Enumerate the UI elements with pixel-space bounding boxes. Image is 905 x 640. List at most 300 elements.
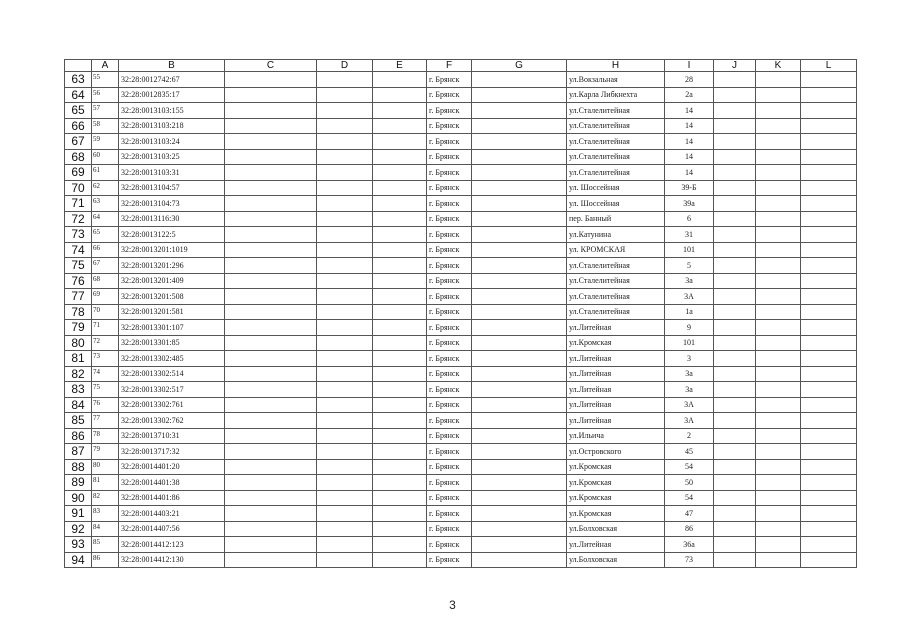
cell-c[interactable] [225, 134, 317, 150]
cell-c[interactable] [225, 320, 317, 336]
cell-d[interactable] [317, 521, 373, 537]
row-number[interactable]: 66 [65, 118, 92, 134]
cell-e[interactable] [373, 304, 427, 320]
cell-h[interactable]: пер. Банный [567, 211, 665, 227]
row-number[interactable]: 91 [65, 506, 92, 522]
cell-d[interactable] [317, 258, 373, 274]
cell-k[interactable] [756, 273, 801, 289]
cell-k[interactable] [756, 180, 801, 196]
cell-i[interactable]: 36а [665, 537, 714, 553]
cell-k[interactable] [756, 397, 801, 413]
cell-l[interactable] [801, 134, 857, 150]
cell-k[interactable] [756, 506, 801, 522]
cell-h[interactable]: ул.Сталелитейная [567, 165, 665, 181]
cell-e[interactable] [373, 413, 427, 429]
cell-l[interactable] [801, 149, 857, 165]
cell-b[interactable]: 32:28:0014401:38 [119, 475, 225, 491]
cell-f[interactable]: г. Брянск [427, 118, 472, 134]
row-number[interactable]: 70 [65, 180, 92, 196]
row-number[interactable]: 65 [65, 103, 92, 119]
cell-c[interactable] [225, 118, 317, 134]
cell-b[interactable]: 32:28:0012835:17 [119, 87, 225, 103]
cell-j[interactable] [714, 444, 756, 460]
cell-k[interactable] [756, 196, 801, 212]
cell-c[interactable] [225, 180, 317, 196]
cell-l[interactable] [801, 118, 857, 134]
row-number[interactable]: 85 [65, 413, 92, 429]
cell-l[interactable] [801, 72, 857, 88]
cell-h[interactable]: ул.Литейная [567, 366, 665, 382]
cell-a[interactable]: 70 [92, 304, 119, 320]
row-number[interactable]: 90 [65, 490, 92, 506]
cell-a[interactable]: 66 [92, 242, 119, 258]
cell-f[interactable]: г. Брянск [427, 289, 472, 305]
cell-k[interactable] [756, 211, 801, 227]
cell-h[interactable]: ул.Кромская [567, 459, 665, 475]
cell-f[interactable]: г. Брянск [427, 165, 472, 181]
row-number[interactable]: 77 [65, 289, 92, 305]
cell-g[interactable] [472, 444, 567, 460]
cell-b[interactable]: 32:28:0013122:5 [119, 227, 225, 243]
cell-h[interactable]: ул.Болховская [567, 552, 665, 568]
cell-g[interactable] [472, 180, 567, 196]
cell-f[interactable]: г. Брянск [427, 320, 472, 336]
cell-l[interactable] [801, 521, 857, 537]
cell-e[interactable] [373, 273, 427, 289]
cell-a[interactable]: 78 [92, 428, 119, 444]
cell-g[interactable] [472, 552, 567, 568]
cell-c[interactable] [225, 289, 317, 305]
cell-h[interactable]: ул.Ильича [567, 428, 665, 444]
cell-d[interactable] [317, 552, 373, 568]
cell-h[interactable]: ул. КРОМСКАЯ [567, 242, 665, 258]
cell-a[interactable]: 84 [92, 521, 119, 537]
row-number[interactable]: 84 [65, 397, 92, 413]
cell-b[interactable]: 32:28:0014401:20 [119, 459, 225, 475]
cell-b[interactable]: 32:28:0014401:86 [119, 490, 225, 506]
cell-j[interactable] [714, 521, 756, 537]
cell-a[interactable]: 65 [92, 227, 119, 243]
cell-j[interactable] [714, 475, 756, 491]
cell-l[interactable] [801, 304, 857, 320]
cell-j[interactable] [714, 87, 756, 103]
cell-g[interactable] [472, 490, 567, 506]
cell-c[interactable] [225, 196, 317, 212]
cell-g[interactable] [472, 258, 567, 274]
cell-c[interactable] [225, 382, 317, 398]
cell-a[interactable]: 68 [92, 273, 119, 289]
cell-d[interactable] [317, 289, 373, 305]
cell-f[interactable]: г. Брянск [427, 475, 472, 491]
cell-a[interactable]: 71 [92, 320, 119, 336]
cell-f[interactable]: г. Брянск [427, 521, 472, 537]
cell-f[interactable]: г. Брянск [427, 428, 472, 444]
cell-h[interactable]: ул.Карла Либкнехта [567, 87, 665, 103]
cell-a[interactable]: 86 [92, 552, 119, 568]
cell-d[interactable] [317, 506, 373, 522]
cell-i[interactable]: 3а [665, 273, 714, 289]
cell-l[interactable] [801, 428, 857, 444]
cell-a[interactable]: 61 [92, 165, 119, 181]
cell-h[interactable]: ул.Литейная [567, 413, 665, 429]
cell-a[interactable]: 81 [92, 475, 119, 491]
row-number[interactable]: 81 [65, 351, 92, 367]
cell-g[interactable] [472, 196, 567, 212]
cell-c[interactable] [225, 459, 317, 475]
cell-e[interactable] [373, 506, 427, 522]
cell-k[interactable] [756, 428, 801, 444]
cell-h[interactable]: ул.Кромская [567, 506, 665, 522]
cell-e[interactable] [373, 397, 427, 413]
cell-e[interactable] [373, 320, 427, 336]
cell-a[interactable]: 85 [92, 537, 119, 553]
cell-a[interactable]: 57 [92, 103, 119, 119]
row-number[interactable]: 72 [65, 211, 92, 227]
cell-f[interactable]: г. Брянск [427, 304, 472, 320]
cell-b[interactable]: 32:28:0013201:1019 [119, 242, 225, 258]
cell-k[interactable] [756, 335, 801, 351]
cell-i[interactable]: 73 [665, 552, 714, 568]
cell-b[interactable]: 32:28:0013301:107 [119, 320, 225, 336]
cell-e[interactable] [373, 335, 427, 351]
cell-b[interactable]: 32:28:0013717:32 [119, 444, 225, 460]
cell-j[interactable] [714, 134, 756, 150]
cell-d[interactable] [317, 180, 373, 196]
cell-d[interactable] [317, 72, 373, 88]
cell-f[interactable]: г. Брянск [427, 506, 472, 522]
cell-e[interactable] [373, 72, 427, 88]
cell-j[interactable] [714, 103, 756, 119]
row-number[interactable]: 71 [65, 196, 92, 212]
cell-g[interactable] [472, 537, 567, 553]
cell-e[interactable] [373, 490, 427, 506]
cell-d[interactable] [317, 351, 373, 367]
cell-j[interactable] [714, 258, 756, 274]
cell-c[interactable] [225, 351, 317, 367]
cell-b[interactable]: 32:28:0013103:155 [119, 103, 225, 119]
cell-b[interactable]: 32:28:0013104:57 [119, 180, 225, 196]
cell-k[interactable] [756, 521, 801, 537]
row-number[interactable]: 75 [65, 258, 92, 274]
column-header-c[interactable]: C [225, 60, 317, 72]
cell-g[interactable] [472, 72, 567, 88]
cell-e[interactable] [373, 134, 427, 150]
cell-a[interactable]: 64 [92, 211, 119, 227]
cell-c[interactable] [225, 87, 317, 103]
cell-h[interactable]: ул.Литейная [567, 382, 665, 398]
cell-k[interactable] [756, 258, 801, 274]
cell-l[interactable] [801, 196, 857, 212]
column-header-f[interactable]: F [427, 60, 472, 72]
cell-j[interactable] [714, 537, 756, 553]
cell-l[interactable] [801, 227, 857, 243]
row-number[interactable]: 69 [65, 165, 92, 181]
cell-k[interactable] [756, 149, 801, 165]
cell-i[interactable]: 86 [665, 521, 714, 537]
cell-k[interactable] [756, 444, 801, 460]
cell-k[interactable] [756, 320, 801, 336]
cell-l[interactable] [801, 180, 857, 196]
cell-j[interactable] [714, 289, 756, 305]
row-number[interactable]: 76 [65, 273, 92, 289]
cell-f[interactable]: г. Брянск [427, 537, 472, 553]
cell-i[interactable]: 3а [665, 382, 714, 398]
column-header-j[interactable]: J [714, 60, 756, 72]
row-number[interactable]: 73 [65, 227, 92, 243]
cell-i[interactable]: 45 [665, 444, 714, 460]
cell-j[interactable] [714, 320, 756, 336]
cell-f[interactable]: г. Брянск [427, 72, 472, 88]
row-number[interactable]: 88 [65, 459, 92, 475]
cell-f[interactable]: г. Брянск [427, 444, 472, 460]
cell-h[interactable]: ул.Островского [567, 444, 665, 460]
row-number[interactable]: 89 [65, 475, 92, 491]
cell-j[interactable] [714, 273, 756, 289]
cell-i[interactable]: 14 [665, 118, 714, 134]
cell-c[interactable] [225, 506, 317, 522]
cell-l[interactable] [801, 382, 857, 398]
cell-a[interactable]: 62 [92, 180, 119, 196]
cell-i[interactable]: 2 [665, 428, 714, 444]
cell-k[interactable] [756, 165, 801, 181]
cell-g[interactable] [472, 506, 567, 522]
cell-j[interactable] [714, 242, 756, 258]
cell-e[interactable] [373, 103, 427, 119]
cell-i[interactable]: 2а [665, 87, 714, 103]
cell-f[interactable]: г. Брянск [427, 366, 472, 382]
cell-b[interactable]: 32:28:0013103:31 [119, 165, 225, 181]
row-number[interactable]: 94 [65, 552, 92, 568]
cell-j[interactable] [714, 413, 756, 429]
cell-c[interactable] [225, 227, 317, 243]
column-header-d[interactable]: D [317, 60, 373, 72]
cell-f[interactable]: г. Брянск [427, 196, 472, 212]
cell-k[interactable] [756, 134, 801, 150]
cell-c[interactable] [225, 165, 317, 181]
cell-l[interactable] [801, 397, 857, 413]
row-number[interactable]: 80 [65, 335, 92, 351]
cell-d[interactable] [317, 459, 373, 475]
cell-f[interactable]: г. Брянск [427, 227, 472, 243]
cell-b[interactable]: 32:28:0013302:514 [119, 366, 225, 382]
cell-l[interactable] [801, 211, 857, 227]
cell-d[interactable] [317, 537, 373, 553]
cell-h[interactable]: ул.Кромская [567, 475, 665, 491]
cell-d[interactable] [317, 118, 373, 134]
cell-f[interactable]: г. Брянск [427, 242, 472, 258]
cell-g[interactable] [472, 366, 567, 382]
cell-g[interactable] [472, 304, 567, 320]
cell-g[interactable] [472, 227, 567, 243]
cell-a[interactable]: 55 [92, 72, 119, 88]
row-number[interactable]: 78 [65, 304, 92, 320]
cell-d[interactable] [317, 382, 373, 398]
cell-g[interactable] [472, 103, 567, 119]
cell-h[interactable]: ул.Сталелитейная [567, 134, 665, 150]
cell-h[interactable]: ул.Сталелитейная [567, 289, 665, 305]
cell-e[interactable] [373, 118, 427, 134]
cell-k[interactable] [756, 242, 801, 258]
cell-f[interactable]: г. Брянск [427, 258, 472, 274]
cell-a[interactable]: 56 [92, 87, 119, 103]
cell-c[interactable] [225, 490, 317, 506]
cell-e[interactable] [373, 428, 427, 444]
cell-g[interactable] [472, 475, 567, 491]
row-number[interactable]: 82 [65, 366, 92, 382]
cell-l[interactable] [801, 490, 857, 506]
cell-b[interactable]: 32:28:0013301:85 [119, 335, 225, 351]
cell-l[interactable] [801, 351, 857, 367]
cell-g[interactable] [472, 87, 567, 103]
cell-l[interactable] [801, 413, 857, 429]
cell-e[interactable] [373, 459, 427, 475]
cell-d[interactable] [317, 273, 373, 289]
cell-b[interactable]: 32:28:0013302:485 [119, 351, 225, 367]
cell-g[interactable] [472, 428, 567, 444]
cell-c[interactable] [225, 273, 317, 289]
cell-j[interactable] [714, 428, 756, 444]
cell-a[interactable]: 82 [92, 490, 119, 506]
cell-g[interactable] [472, 335, 567, 351]
cell-k[interactable] [756, 103, 801, 119]
column-header-b[interactable]: B [119, 60, 225, 72]
cell-b[interactable]: 32:28:0014412:130 [119, 552, 225, 568]
cell-j[interactable] [714, 118, 756, 134]
cell-e[interactable] [373, 475, 427, 491]
cell-i[interactable]: 39-Б [665, 180, 714, 196]
row-number[interactable]: 79 [65, 320, 92, 336]
cell-j[interactable] [714, 382, 756, 398]
cell-h[interactable]: ул.Катунина [567, 227, 665, 243]
cell-e[interactable] [373, 351, 427, 367]
cell-b[interactable]: 32:28:0013201:508 [119, 289, 225, 305]
cell-i[interactable]: 14 [665, 134, 714, 150]
cell-h[interactable]: ул.Литейная [567, 320, 665, 336]
cell-i[interactable]: 1а [665, 304, 714, 320]
cell-c[interactable] [225, 521, 317, 537]
cell-a[interactable]: 72 [92, 335, 119, 351]
cell-k[interactable] [756, 87, 801, 103]
cell-d[interactable] [317, 444, 373, 460]
cell-i[interactable]: 31 [665, 227, 714, 243]
cell-i[interactable]: 3а [665, 366, 714, 382]
cell-h[interactable]: ул. Шоссейная [567, 196, 665, 212]
cell-d[interactable] [317, 335, 373, 351]
cell-d[interactable] [317, 87, 373, 103]
cell-g[interactable] [472, 273, 567, 289]
cell-l[interactable] [801, 506, 857, 522]
cell-h[interactable]: ул.Болховская [567, 521, 665, 537]
cell-h[interactable]: ул.Сталелитейная [567, 149, 665, 165]
cell-b[interactable]: 32:28:0012742:67 [119, 72, 225, 88]
row-number[interactable]: 87 [65, 444, 92, 460]
column-header-e[interactable]: E [373, 60, 427, 72]
row-number[interactable]: 86 [65, 428, 92, 444]
cell-h[interactable]: ул.Сталелитейная [567, 304, 665, 320]
cell-f[interactable]: г. Брянск [427, 413, 472, 429]
cell-g[interactable] [472, 397, 567, 413]
column-header-k[interactable]: K [756, 60, 801, 72]
cell-d[interactable] [317, 428, 373, 444]
cell-i[interactable]: 5 [665, 258, 714, 274]
cell-l[interactable] [801, 444, 857, 460]
cell-i[interactable]: 14 [665, 165, 714, 181]
cell-f[interactable]: г. Брянск [427, 351, 472, 367]
cell-f[interactable]: г. Брянск [427, 382, 472, 398]
cell-a[interactable]: 74 [92, 366, 119, 382]
cell-h[interactable]: ул.Кромская [567, 335, 665, 351]
cell-b[interactable]: 32:28:0013201:581 [119, 304, 225, 320]
cell-d[interactable] [317, 227, 373, 243]
cell-g[interactable] [472, 382, 567, 398]
cell-l[interactable] [801, 289, 857, 305]
cell-c[interactable] [225, 397, 317, 413]
cell-i[interactable]: 3А [665, 397, 714, 413]
cell-i[interactable]: 50 [665, 475, 714, 491]
cell-j[interactable] [714, 552, 756, 568]
cell-f[interactable]: г. Брянск [427, 134, 472, 150]
cell-h[interactable]: ул.Литейная [567, 397, 665, 413]
cell-l[interactable] [801, 165, 857, 181]
cell-a[interactable]: 79 [92, 444, 119, 460]
cell-e[interactable] [373, 87, 427, 103]
cell-l[interactable] [801, 258, 857, 274]
cell-c[interactable] [225, 552, 317, 568]
cell-d[interactable] [317, 211, 373, 227]
cell-l[interactable] [801, 335, 857, 351]
cell-e[interactable] [373, 366, 427, 382]
cell-i[interactable]: 54 [665, 459, 714, 475]
cell-l[interactable] [801, 459, 857, 475]
column-header-l[interactable]: L [801, 60, 857, 72]
cell-i[interactable]: 101 [665, 335, 714, 351]
cell-g[interactable] [472, 521, 567, 537]
cell-f[interactable]: г. Брянск [427, 87, 472, 103]
cell-f[interactable]: г. Брянск [427, 103, 472, 119]
cell-b[interactable]: 32:28:0014403:21 [119, 506, 225, 522]
cell-d[interactable] [317, 490, 373, 506]
cell-j[interactable] [714, 459, 756, 475]
cell-f[interactable]: г. Брянск [427, 552, 472, 568]
cell-e[interactable] [373, 444, 427, 460]
cell-e[interactable] [373, 196, 427, 212]
cell-j[interactable] [714, 72, 756, 88]
cell-j[interactable] [714, 506, 756, 522]
cell-g[interactable] [472, 165, 567, 181]
cell-a[interactable]: 73 [92, 351, 119, 367]
cell-b[interactable]: 32:28:0013302:517 [119, 382, 225, 398]
cell-h[interactable]: ул.Литейная [567, 537, 665, 553]
row-number[interactable]: 67 [65, 134, 92, 150]
cell-j[interactable] [714, 351, 756, 367]
cell-k[interactable] [756, 459, 801, 475]
cell-f[interactable]: г. Брянск [427, 490, 472, 506]
cell-c[interactable] [225, 304, 317, 320]
cell-i[interactable]: 6 [665, 211, 714, 227]
cell-k[interactable] [756, 366, 801, 382]
cell-k[interactable] [756, 490, 801, 506]
cell-e[interactable] [373, 382, 427, 398]
cell-d[interactable] [317, 242, 373, 258]
cell-e[interactable] [373, 521, 427, 537]
cell-b[interactable]: 32:28:0014412:123 [119, 537, 225, 553]
row-number[interactable]: 63 [65, 72, 92, 88]
cell-d[interactable] [317, 134, 373, 150]
cell-i[interactable]: 3 [665, 351, 714, 367]
cell-c[interactable] [225, 475, 317, 491]
cell-f[interactable]: г. Брянск [427, 180, 472, 196]
cell-g[interactable] [472, 211, 567, 227]
